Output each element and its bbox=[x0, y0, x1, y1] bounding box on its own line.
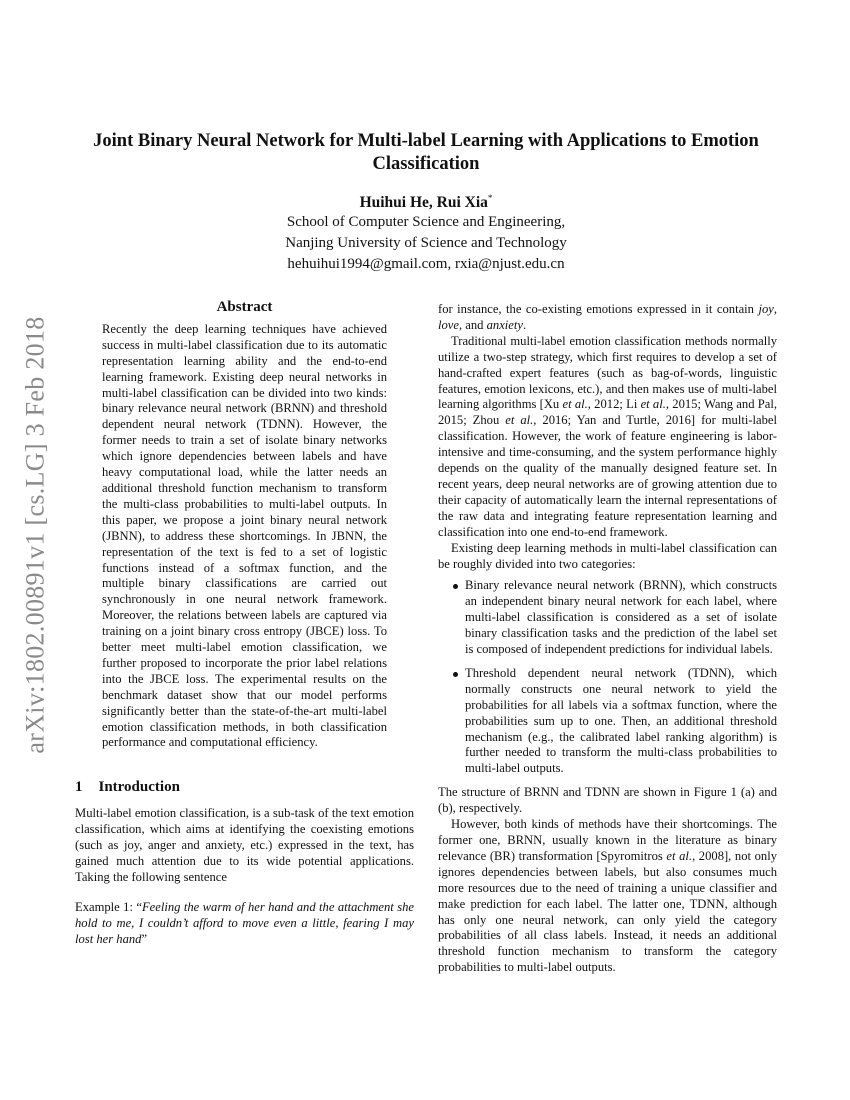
arxiv-sidebar bbox=[4, 290, 68, 780]
paragraph-shortcomings bbox=[438, 817, 777, 976]
p2-text-c: , 2015; Wang and Pal, 2015; Zhou bbox=[438, 397, 777, 428]
affiliation-line-1: School of Computer Science and Engineering, bbox=[286, 214, 566, 231]
example-label: Example 1: “ bbox=[75, 899, 142, 914]
period: . bbox=[523, 317, 527, 332]
paper-title: Joint Binary Neural Network for Multi-label Learning with Applications to Emotion Classification bbox=[93, 131, 759, 174]
p2-text-b: , 2012; Li bbox=[587, 397, 641, 412]
corresponding-author-mark: * bbox=[487, 193, 493, 203]
paragraph-existing-methods: Existing deep learning methods in multi-label classification can be roughly divided into two categories: bbox=[438, 540, 777, 571]
continued-paragraph bbox=[438, 302, 777, 334]
author-names: Huihui He, Rui Xia bbox=[359, 194, 488, 212]
et-al: et al. bbox=[562, 397, 588, 412]
section-heading-introduction bbox=[75, 780, 414, 796]
section-number: 1 bbox=[75, 779, 83, 796]
paragraph-figure-ref: The structure of BRNN and TDNN are shown in Figure 1 (a) and (b), respectively. bbox=[438, 785, 777, 816]
affiliation-line-2: Nanjing University of Science and Technology bbox=[285, 235, 567, 252]
abstract-heading: Abstract bbox=[216, 299, 273, 315]
section-title: Introduction bbox=[98, 779, 180, 796]
abstract-text: Recently the deep learning techniques have achieved success in multi-label classification due to its automatic representation learning ability and the end-to-end learning framework. Existing deep neural networks in multi-label classification can be divided into two kinds: binary relevance neural network (BRNN) and threshold dependent neural network (TDNN). However, the former needs to train a set of isolate binary networks which ignore dependencies between labels and have heavy computational load, while the latter needs an additional threshold function mechanism to transform the multi-class probabilities to multi-label outputs. In this paper, we propose a joint binary neural network (JBNN), to address these shortcomings. In JBNN, the representation of the text is fed to a set of logistic functions instead of a softmax function, and the multiple binary classifications are carried out synchronously in one neural network framework. Moreover, the relations between labels are captured via training on a joint binary cross entropy (JBCE) loss. To better meet multi-label emotion classification, we further proposed to incorporate the prior label relations into the JBCE loss. The experimental results on the benchmark dataset show that our model performs significantly better than the state-of-the-art multi-label emotion classification methods, in both classification performance and computational efficiency. bbox=[102, 321, 387, 750]
p2-text-a: Traditional multi-label emotion classification methods normally utilize a two-step strategy, which first requires to develop a set of hand-crafted expert features (such as bag-of-words, linguistic features, emotion lexicons, etc.), and then makes use of multi-label learning algorithms [Xu bbox=[438, 333, 777, 412]
example-sentence: Feeling the warm of her hand and the attachment she hold to me, I couldn’t afford to move even a little, fearing I may lost her hand bbox=[75, 899, 414, 946]
p5-text-b: , 2008], not only ignores dependencies between labels, but also consumes much more resources due to the need of training a unique classifier and make prediction for each label. The latter one, TDNN, although has only one neural network, can only yield the category probabilities of all class labels. Instead, it needs an additional threshold function mechanism to transform the category probabilities to multi-label outputs. bbox=[438, 848, 778, 975]
example-close-quote: ” bbox=[141, 931, 148, 946]
emotion-joy: joy bbox=[758, 302, 774, 316]
p2-text-d: , 2016; Yan and Turtle, 2016] for multi-label classification. However, the work of feature engineering is labor-intensive and time-consuming, and the system performance highly depends on the quality of the manually designed feature set. In recent years, deep neural networks are of growing attention due to their capacity of automatically learn the internal representations of the raw data and integrating feature representation learning and classification into one end-to-end framework. bbox=[438, 413, 778, 539]
example-1 bbox=[75, 900, 414, 948]
category-list bbox=[438, 578, 777, 777]
list-item-brnn: Binary relevance neural network (BRNN), which constructs an independent binary neural network for each label, where multi-label classification is considered as a set of isolate binary classification tasks and the prediction of the label set is composed of independent predictions for individual labels. bbox=[438, 578, 777, 658]
intro-paragraph: Multi-label emotion classification, is a sub-task of the text emotion classification, which aims at identifying the coexisting emotions (such as joy, anger and anxiety, etc.) expressed in the text, has gained much attention due to its wide potential applications. Taking the following sentence bbox=[75, 806, 414, 884]
continued-text: for instance, the co-existing emotions expressed in it contain bbox=[438, 302, 759, 316]
emotion-love: love bbox=[438, 317, 459, 332]
arxiv-identifier: arXiv:1802.00891v1 [cs.LG] 3 Feb 2018 bbox=[21, 316, 50, 754]
right-column bbox=[438, 302, 777, 976]
author-line bbox=[70, 193, 782, 212]
paper-header bbox=[70, 130, 782, 275]
paragraph-traditional-methods bbox=[438, 334, 777, 541]
p5-text-a: However, both kinds of methods have their shortcomings. The former one, BRNN, usually known in the literature as binary relevance (BR) transformation [Spyromitros bbox=[438, 817, 777, 863]
et-al: et al. bbox=[666, 848, 693, 863]
author-emails: hehuihui1994@gmail.com, rxia@njust.edu.cn bbox=[287, 256, 565, 273]
list-item-tdnn: Threshold dependent neural network (TDNN), which normally constructs one neural network to yield the probabilities for all labels via a softmax function, where the probabilities sum up to one. Then, an additional threshold mechanism (e.g., the calibrated label ranking algorithm) is further needed to transform the multi-class probabilities to multi-label outputs. bbox=[438, 666, 777, 777]
left-column bbox=[75, 300, 414, 948]
et-al: et al. bbox=[640, 397, 666, 412]
et-al: et al. bbox=[505, 413, 534, 428]
emotion-anxiety: anxiety bbox=[486, 317, 523, 332]
comma: , bbox=[773, 302, 777, 316]
and-word: , and bbox=[458, 317, 487, 332]
